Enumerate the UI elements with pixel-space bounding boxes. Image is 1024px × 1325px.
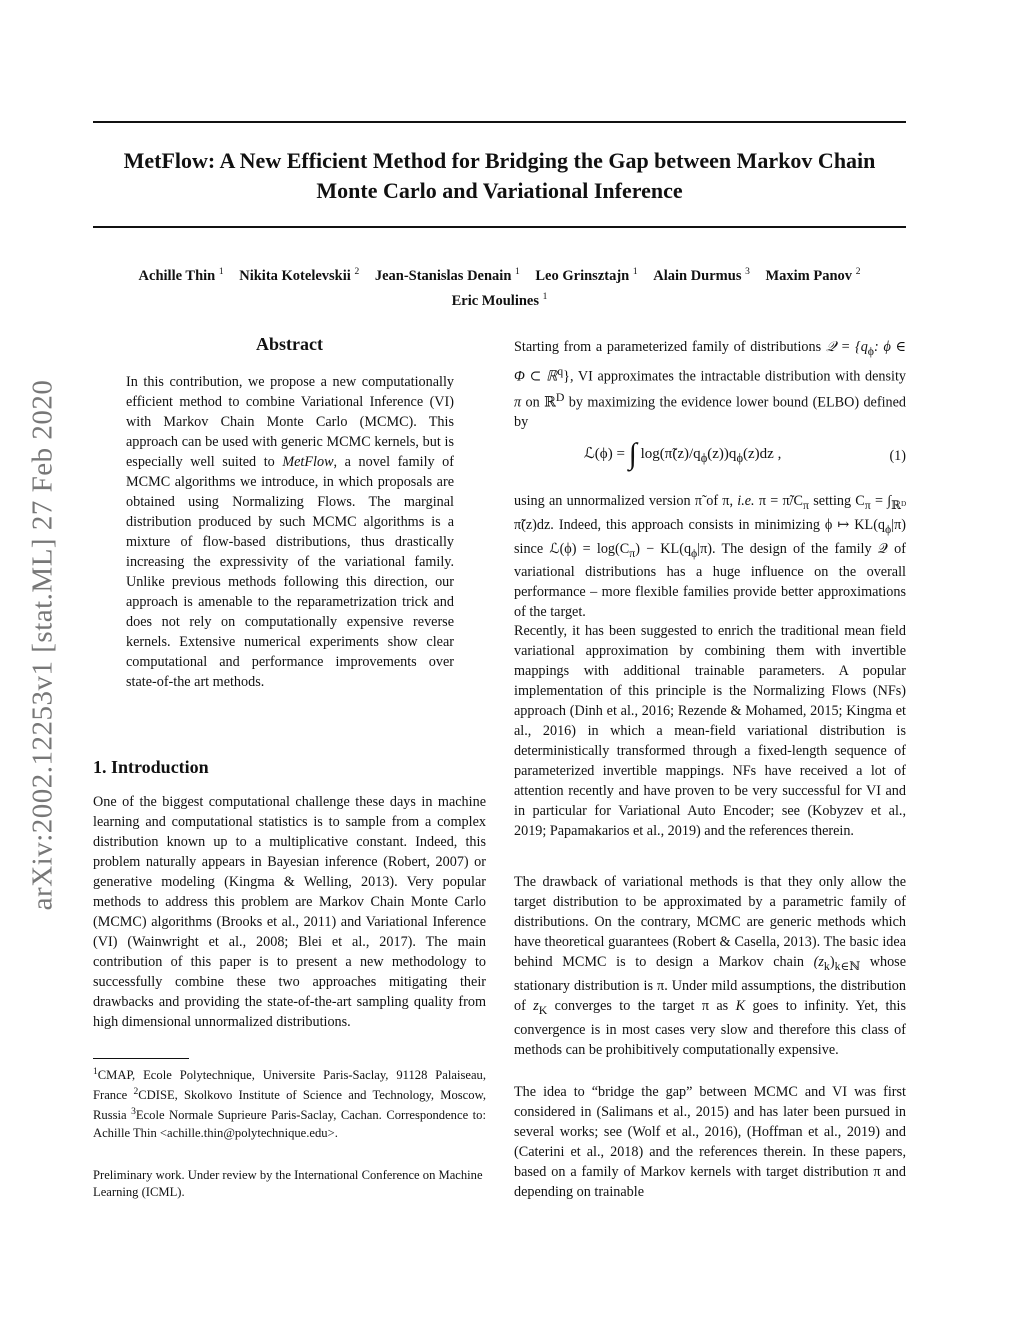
author: Jean-Stanislas Denain $^1$: [374, 267, 520, 284]
author: Achille Thin $^1$: [138, 267, 224, 284]
affiliations-footnote: $^1$CMAP, Ecole Polytechnique, Universite Paris-Saclay, 91128 Palaiseau, France $^2$CDISE, Skolkovo Institute of Science and Technology, Moscow, Russia $^3$Ecole Normale Suprieure Paris-Saclay, Cachan. Correspondence to: Achille Thin <achille.thin@polytechnique.edu>.: [93, 1067, 486, 1140]
emphasis: MetFlow: [282, 454, 334, 470]
equation-1: [514, 437, 906, 476]
author: Eric Moulines $^1$: [451, 291, 548, 309]
right-paragraph-1: Starting from a parameterized family of distributions 𝒬 = {$q_\phi$: ϕ ∈ Φ ⊂ ℝ$^q$}, VI approximates the intractable distribution with density π on ℝ$^D$ by maximizing the evidence lower bound (ELBO) defined by: [514, 339, 907, 431]
title-bottom-rule: [93, 226, 906, 228]
arxiv-side-stamp: arXiv:2002.12253v1 [stat.ML] 27 Feb 2020: [26, 379, 59, 911]
right-paragraph-2: using an unnormalized version π̃ of π, i.e. $\pi = \pĩ/C_\pi$ setting $C_\pi = \int_{ℝᴰ}$ π̃(z)dz. Indeed, this approach consists in minimizing ϕ ↦ $KL(q_\phi|\pi)$ since ℒ(ϕ) = $\log(C_\pi) - KL(q_\phi|\pi)$. The design of the family 𝒬 of variational distributions has a huge influence on the overall performance – more flexible families provide better approximations of the target.: [514, 493, 907, 621]
equation-body: ℒ(ϕ) = ∫ $\log(\pĩ(z)/q_\phi(z))q_\phi(z)dz$ ,: [584, 437, 782, 471]
author: Nikita Kotelevskii $^2$: [239, 267, 360, 284]
paper-title: MetFlow: A New Efficient Method for Bridging the Gap between Markov Chain Monte Carlo and Variational Inference: [123, 148, 876, 203]
preliminary-note: Preliminary work. Under review by the International Conference on Machine Learning (ICML).: [93, 1168, 483, 1199]
abstract-heading: Abstract: [256, 334, 323, 354]
right-paragraph-4: The drawback of variational methods is that they only allow the target distribution to be approximated by a parametric family of distributions. On the contrary, MCMC are generic methods which have theoretical guarantees (Robert & Casella, 2013). The basic idea behind MCMC is to design a Markov chain $(z_k)_{k\in ℕ}$ whose stationary distribution is π. Under mild assumptions, the distribution of $z_K$ converges to the target π as K goes to infinity. Yet, this convergence is in most cases very slow and therefore this class of methods can be prohibitively computationally expensive.: [514, 874, 906, 1058]
abstract-text: In this contribution, we propose a new computationally efficient method to combine Variational Inference (VI) with Markov Chain Monte Carlo (MCMC). This approach can be used with generic MCMC kernels, but is especially well suited to MetFlow, a novel family of MCMC algorithms we introduce, in which proposals are obtained using Normalizing Flows. The marginal distribution produced by such MCMC algorithms is a mixture of flow-based distributions, thus drastically increasing the expressivity of the variational family. Unlike previous methods following this direction, our approach is amenable to the reparametrization trick and does not rely on computationally expensive reverse kernels. Extensive numerical experiments show clear computational and performance improvements over state-of-the art methods.: [126, 374, 454, 690]
author-list: [93, 262, 906, 312]
author: Maxim Panov $^2$: [765, 267, 861, 284]
footnote-rule: [93, 1058, 189, 1059]
intro-paragraph: One of the biggest computational challenge these days in machine learning and computational statistics is to sample from a complex distribution known up to a multiplicative constant. Indeed, this problem naturally appears in Bayesian inference (Robert, 2007) or generative modeling (Kingma & Welling, 2013). Very popular methods to address this problem are Markov Chain Monte Carlo (MCMC) algorithms (Brooks et al., 2011) and Variational Inference (VI) (Wainwright et al., 2008; Blei et al., 2017). The main contribution of this paper is to present a new methodology to successfully combine these two approaches mitigating their drawbacks and providing the state-of-the-art sampling quality from high dimensional unnormalized distributions.: [93, 794, 486, 1030]
right-paragraph-3: Recently, it has been suggested to enrich the traditional mean field variational approximation by combining them with invertible mappings with additional trainable parameters. A popular implementation of this principle is the Normalizing Flows (NFs) approach (Dinh et al., 2016; Rezende & Mohamed, 2015; Kingma et al., 2016) in which a mean-field variational distribution is deterministically transformed through a fixed-length sequence of parameterized invertible mappings. NFs have received a lot of attention recently and have proven to be very successful for VI and in particular for Variational Auto Encoder; see (Kobyzev et al., 2019; Papamakarios et al., 2019) and the references therein.: [514, 623, 906, 839]
author: Alain Durmus $^3$: [653, 267, 750, 284]
top-rule: [93, 121, 906, 123]
section-heading-introduction: 1. Introduction: [93, 757, 209, 777]
equation-number: (1): [889, 448, 906, 464]
right-paragraph-5: The idea to “bridge the gap” between MCMC and VI was first considered in (Salimans et al., 2015) and has later been pursued in several works; see (Wolf et al., 2016), (Hoffman et al., 2019) and (Caterini et al., 2018) and the references therein. In these papers, based on a family of Markov kernels with target distribution π and depending on trainable: [514, 1084, 906, 1200]
author: Leo Grinsztajn $^1$: [535, 267, 638, 284]
